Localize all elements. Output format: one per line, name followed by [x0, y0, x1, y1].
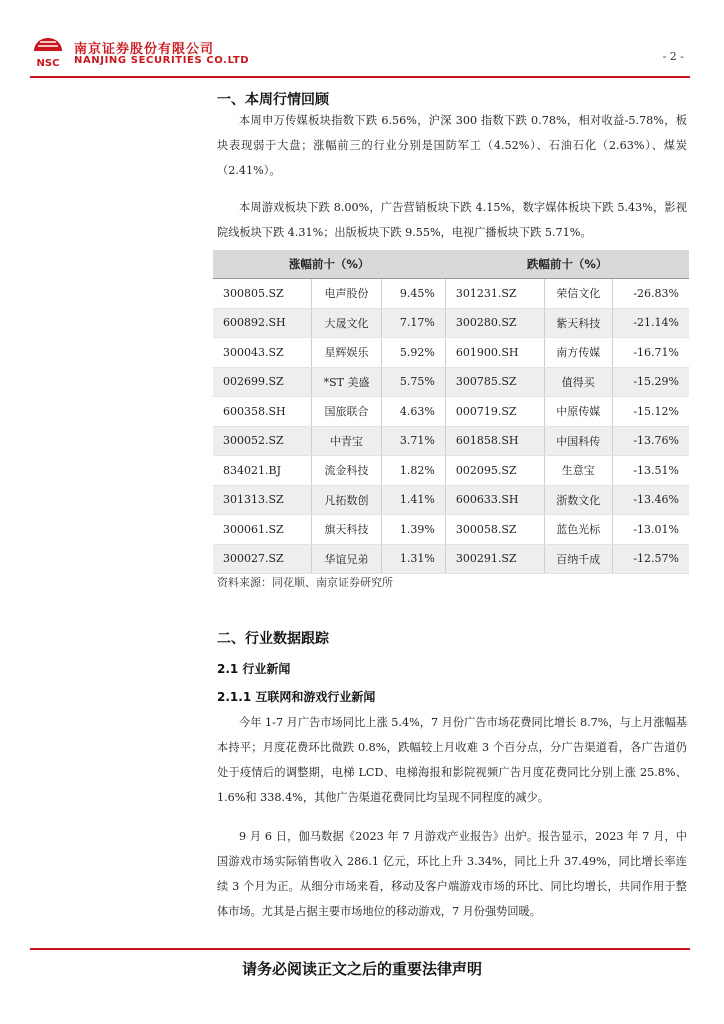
gain-code-cell: 600358.SH	[213, 397, 311, 427]
loss-name-cell: 中国科传	[544, 426, 612, 456]
table-row	[213, 515, 689, 545]
gain-name-cell: *ST 美盛	[311, 367, 381, 397]
loss-code-cell: 300785.SZ	[445, 367, 544, 397]
gain-name-cell: 国旅联合	[311, 397, 381, 427]
gain-pct-cell: 9.45%	[382, 279, 446, 309]
loss-name-cell: 浙数文化	[544, 485, 612, 515]
company-name-en: NANJING SECURITIES CO.LTD	[74, 55, 250, 66]
table-row	[213, 485, 689, 515]
loss-name-cell: 中原传媒	[544, 397, 612, 427]
header-loss: 跌幅前十（%）	[445, 250, 689, 279]
gain-name-cell: 凡拓数创	[311, 485, 381, 515]
company-name-cn: 南京证券股份有限公司	[74, 42, 215, 57]
loss-pct-cell: -13.46%	[612, 485, 689, 515]
loss-pct-cell: -26.83%	[612, 279, 689, 309]
gain-name-cell: 华谊兄弟	[311, 544, 381, 574]
gain-code-cell: 300052.SZ	[213, 426, 311, 456]
loss-code-cell: 600633.SH	[445, 485, 544, 515]
gain-name-cell: 电声股份	[311, 279, 381, 309]
loss-code-cell: 301231.SZ	[445, 279, 544, 309]
loss-code-cell: 000719.SZ	[445, 397, 544, 427]
table-header-row	[213, 250, 689, 279]
table-source: 资料来源：同花顺、南京证券研究所	[217, 576, 393, 589]
paragraph-market-summary: 本周申万传媒板块指数下跌 6.56%，沪深 300 指数下跌 0.78%，相对收益-5.78%，板块表现弱于大盘；涨幅前三的行业分别是国防军工（4.52%）、石油石化（2.63%）、煤炭（2.41%）。	[217, 114, 687, 177]
loss-pct-cell: -15.12%	[612, 397, 689, 427]
gain-pct-cell: 7.17%	[382, 308, 446, 338]
gain-code-cell: 834021.BJ	[213, 456, 311, 486]
gain-name-cell: 流金科技	[311, 456, 381, 486]
table-row	[213, 308, 689, 338]
legal-notice: 请务必阅读正文之后的重要法律声明	[241, 960, 482, 978]
table-row	[213, 426, 689, 456]
table-row	[213, 367, 689, 397]
loss-pct-cell: -13.51%	[612, 456, 689, 486]
gain-name-cell: 星辉娱乐	[311, 338, 381, 368]
section-title-industry-data: 二、行业数据跟踪	[217, 631, 329, 647]
gain-pct-cell: 4.63%	[382, 397, 446, 427]
gain-name-cell: 中青宝	[311, 426, 381, 456]
gain-pct-cell: 3.71%	[382, 426, 446, 456]
header-divider	[30, 76, 690, 78]
table-row	[213, 397, 689, 427]
logo-text: NSC	[36, 58, 60, 69]
loss-name-cell: 蓝色光标	[544, 515, 612, 545]
gain-pct-cell: 5.92%	[382, 338, 446, 368]
gain-pct-cell: 1.31%	[382, 544, 446, 574]
table-row	[213, 338, 689, 368]
paragraph-ad-market: 今年 1-7 月广告市场同比上涨 5.4%，7 月份广告市场花费同比增长 8.7%，与上月涨幅基本持平；月度花费环比微跌 0.8%，跌幅较上月收难 3 个百分点，分广告渠道看，各广告道仍处于疫情后的调整期，电梯 LCD、电梯海报和影院视频广告月度花费同比分别上涨 25.8%、1.6%和 338.4%，其他广告渠道花费同比均呈现不同程度的减少。	[217, 716, 687, 804]
subsection-internet-game-news: 2.1.1 互联网和游戏行业新闻	[217, 690, 376, 704]
page-header	[30, 34, 690, 74]
table-body	[213, 279, 689, 574]
loss-name-cell: 南方传媒	[544, 338, 612, 368]
loss-pct-cell: -16.71%	[612, 338, 689, 368]
loss-code-cell: 300291.SZ	[445, 544, 544, 574]
loss-pct-cell: -21.14%	[612, 308, 689, 338]
loss-pct-cell: -12.57%	[612, 544, 689, 574]
gain-code-cell: 300805.SZ	[213, 279, 311, 309]
loss-name-cell: 百纳千成	[544, 544, 612, 574]
loss-pct-cell: -13.01%	[612, 515, 689, 545]
section-title-market-review: 一、本周行情回顾	[217, 92, 329, 108]
loss-pct-cell: -15.29%	[612, 367, 689, 397]
loss-code-cell: 300058.SZ	[445, 515, 544, 545]
gain-name-cell: 大晟文化	[311, 308, 381, 338]
gain-pct-cell: 1.41%	[382, 485, 446, 515]
table-row	[213, 544, 689, 574]
loss-pct-cell: -13.76%	[612, 426, 689, 456]
gain-pct-cell: 1.82%	[382, 456, 446, 486]
header-gain: 涨幅前十（%）	[213, 250, 445, 279]
loss-code-cell: 002095.SZ	[445, 456, 544, 486]
loss-code-cell: 601900.SH	[445, 338, 544, 368]
gain-code-cell: 301313.SZ	[213, 485, 311, 515]
nsc-logo-icon	[30, 36, 66, 70]
subsection-industry-news: 2.1 行业新闻	[217, 662, 291, 676]
gain-pct-cell: 5.75%	[382, 367, 446, 397]
gain-pct-cell: 1.39%	[382, 515, 446, 545]
loss-name-cell: 生意宝	[544, 456, 612, 486]
paragraph-sector-summary: 本周游戏板块下跌 8.00%，广告营销板块下跌 4.15%，数字媒体板块下跌 5.43%，影视院线板块下跌 4.31%；出版板块下跌 9.55%，电视广播板块下跌 5.71%。	[217, 201, 687, 239]
loss-name-cell: 值得买	[544, 367, 612, 397]
gain-code-cell: 600892.SH	[213, 308, 311, 338]
gain-code-cell: 002699.SZ	[213, 367, 311, 397]
table-row	[213, 456, 689, 486]
gain-code-cell: 300027.SZ	[213, 544, 311, 574]
table-row	[213, 279, 689, 309]
gain-code-cell: 300043.SZ	[213, 338, 311, 368]
footer-divider	[30, 948, 690, 950]
page-number: - 2 -	[662, 50, 684, 63]
loss-name-cell: 荣信文化	[544, 279, 612, 309]
gain-name-cell: 旗天科技	[311, 515, 381, 545]
top-ten-table	[213, 250, 689, 574]
loss-code-cell: 601858.SH	[445, 426, 544, 456]
gain-code-cell: 300061.SZ	[213, 515, 311, 545]
loss-name-cell: 紫天科技	[544, 308, 612, 338]
loss-code-cell: 300280.SZ	[445, 308, 544, 338]
paragraph-game-report: 9 月 6 日，伽马数据《2023 年 7 月游戏产业报告》出炉。报告显示，2023 年 7 月，中国游戏市场实际销售收入 286.1 亿元，环比上升 3.34%，同比上升 37.49%，同比增长率连续 3 个月为正。从细分市场来看，移动及客户端游戏市场的环比、同比均增长，共同作用于整体市场。尤其是占据主要市场地位的移动游戏，7 月份强势回暖。	[217, 830, 687, 918]
